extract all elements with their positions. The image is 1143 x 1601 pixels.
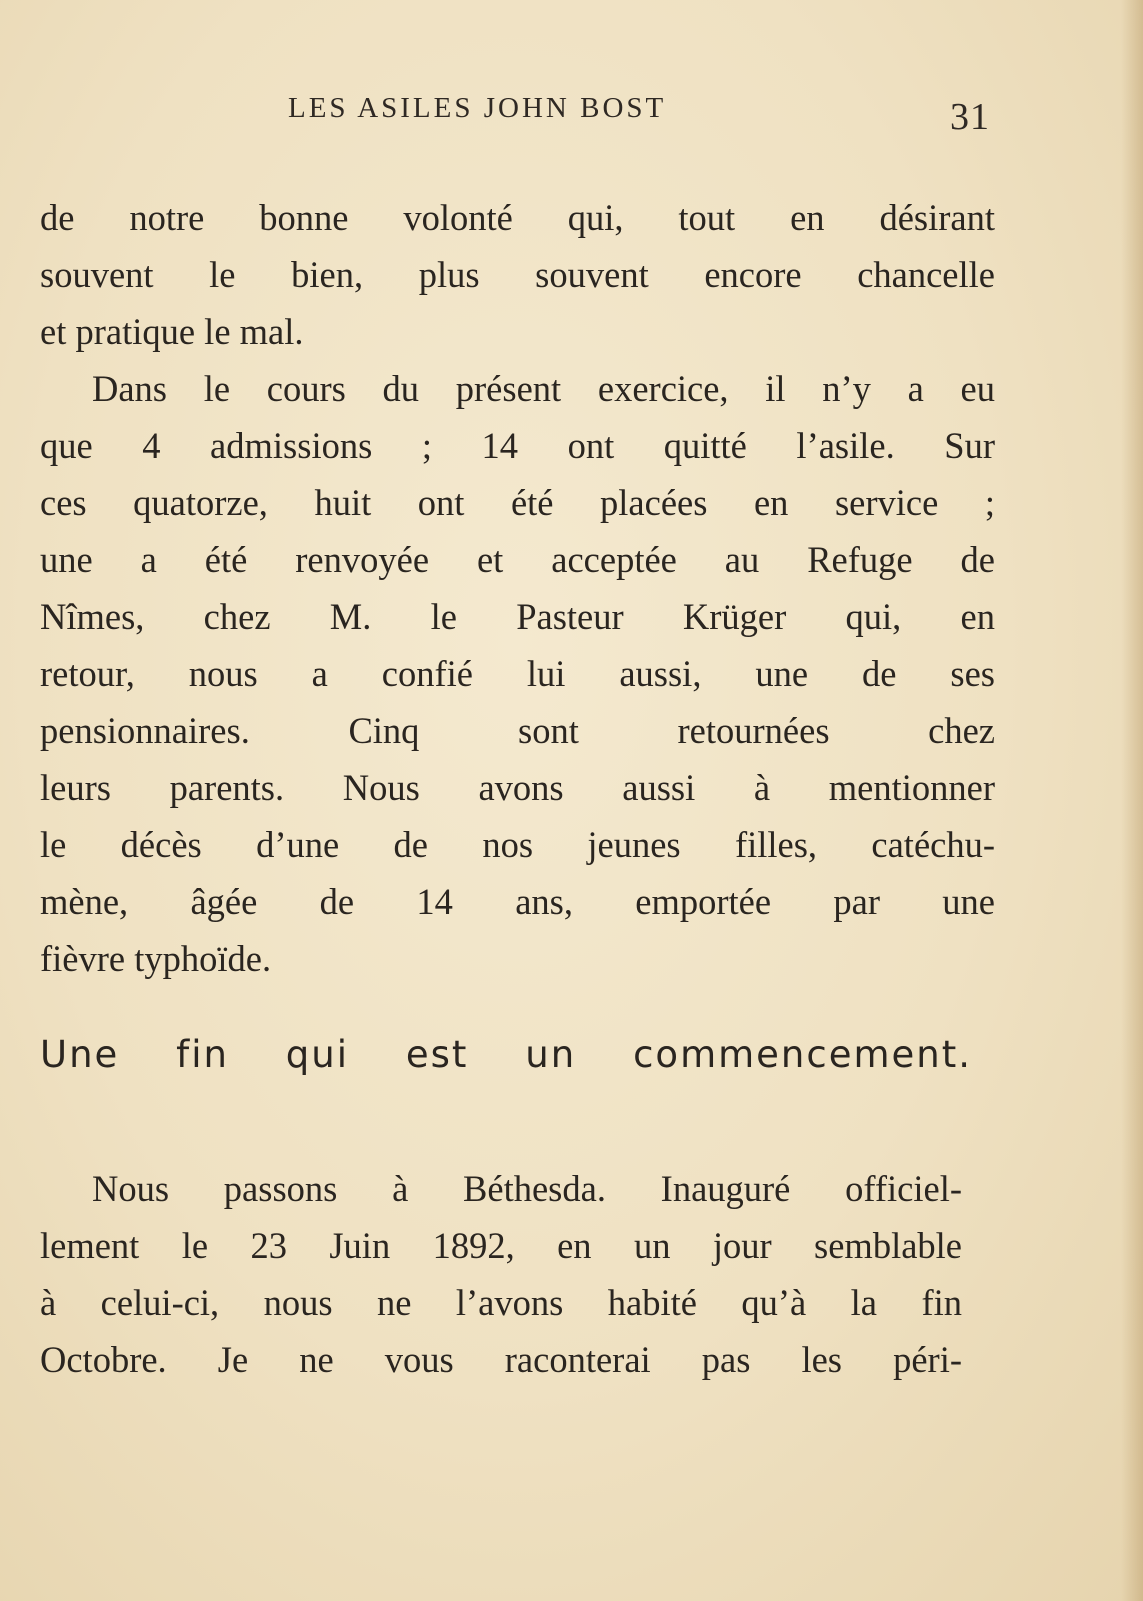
text-line: ces quatorze, huit ont été placées en service ; bbox=[40, 482, 995, 523]
paragraph-admissions bbox=[40, 360, 995, 987]
text-line: de notre bonne volonté qui, tout en désirant bbox=[40, 197, 995, 238]
paragraph-continuation bbox=[40, 189, 995, 360]
text-line: à celui-ci, nous ne l’avons habité qu’à la fin bbox=[40, 1282, 962, 1323]
text-line: Dans le cours du présent exercice, il n’y a eu bbox=[92, 368, 995, 409]
section-heading: Une fin qui est un commencement. bbox=[40, 1033, 972, 1076]
text-line: le décès d’une de nos jeunes filles, catéchu- bbox=[40, 824, 995, 865]
text-line: lement le 23 Juin 1892, en un jour semblable bbox=[40, 1225, 962, 1266]
text-line: pensionnaires. Cinq sont retournées chez bbox=[40, 710, 995, 751]
text-line: Octobre. Je ne vous raconterai pas les péri- bbox=[40, 1339, 962, 1380]
text-line: leurs parents. Nous avons aussi à mentionner bbox=[40, 767, 995, 808]
page-number: 31 bbox=[950, 96, 990, 138]
text-line: une a été renvoyée et acceptée au Refuge de bbox=[40, 539, 995, 580]
text-line: mène, âgée de 14 ans, emportée par une bbox=[40, 881, 995, 922]
text-line: Nous passons à Béthesda. Inauguré officiel- bbox=[92, 1168, 962, 1209]
page-edge-shadow bbox=[1121, 0, 1143, 1601]
text-line: fièvre typhoïde. bbox=[40, 938, 272, 979]
text-line: et pratique le mal. bbox=[40, 311, 304, 352]
text-line: que 4 admissions ; 14 ont quitté l’asile. Sur bbox=[40, 425, 995, 466]
running-title: LES ASILES JOHN BOST bbox=[288, 92, 667, 124]
text-line: souvent le bien, plus souvent encore chancelle bbox=[40, 254, 995, 295]
paragraph-bethesda bbox=[40, 1160, 962, 1388]
text-line: retour, nous a confié lui aussi, une de ses bbox=[40, 653, 995, 694]
text-line: Nîmes, chez M. le Pasteur Krüger qui, en bbox=[40, 596, 995, 637]
